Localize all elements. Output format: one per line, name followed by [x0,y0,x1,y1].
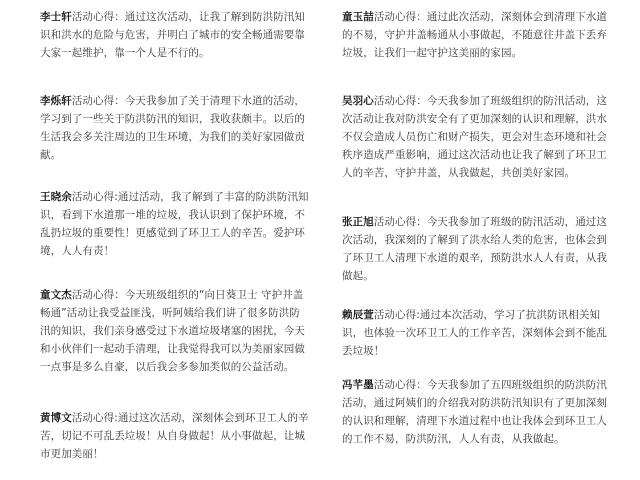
reflection-entry [40,8,310,62]
reflection-text: 活动心得:通过本次活动，学习了抗洪防讯相关知识，也体验一次环卫工人的工作辛苦，深刻体会到不能乱丢垃圾！ [342,309,607,357]
reflection-entry [40,286,310,376]
student-name: 张正旭 [342,216,374,228]
reflection-text: 活动心得：通过这次活动，让我了解到防洪防汛知识和洪水的危险与危害，并明白了城市的安全畅通需要靠大家一起维护，靠一个人是不行的。 [40,11,306,59]
reflection-text: 活动心得：今天我参加了五四班级组织的防洪防汛活动，通过阿姨们的介绍我对防洪防汛知识有了更加深刻的认识和理解，清理下水道过程中也让我体会到环卫工人的工作不易，防洪防汛，人人有责，从我做起。 [342,379,608,445]
reflection-text: 活动心得：今天我参加了班级组织的防汛活动，这次活动让我对防洪安全有了更加深刻的认识和理解，洪水不仅会造成人员伤亡和财产损失，更会对生态环境和社会秩序造成严重影响，通过这次活动也让我了解到了环卫工人的辛苦，守护井盖，从我做起，共创美好家园。 [342,95,608,179]
reflection-entry [342,306,612,360]
student-name: 黄博文 [40,412,72,424]
reflection-entry [342,8,612,62]
reflection-entry [342,376,612,448]
student-name: 李烁轩 [40,95,72,107]
reflection-text: 活动心得：通过此次活动，深刻体会到清理下水道的不易，守护井盖畅通从小事做起，不随意往井盖下丢弃垃圾，让我们一起守护这美丽的家园。 [342,11,608,59]
student-name: 王晓余 [40,191,72,203]
reflection-text: 活动心得:通过活动，我了解到了丰富的防洪防汛知识，看到下水道那一堆的垃圾，我认识到了保护环境，不乱扔垃圾的重要性！更感觉到了环卫工人的辛苦。爱护环境，人人有责！ [40,191,309,257]
student-name: 冯芊墨 [342,379,374,391]
student-name: 童文杰 [40,289,72,301]
reflection-text: 活动心得：今天我参加了关于清理下水道的活动，学习到了一些关于防洪防汛的知识，我收获颇丰。以后的生活我会多关注周边的卫生环境，为我们的美好家园做贡献。 [40,95,306,161]
student-name: 吴羽心 [342,95,374,107]
student-name: 赖辰萱 [342,309,374,321]
reflection-entry [40,409,310,463]
student-name: 童玉喆 [342,11,374,23]
reflection-entry [342,92,612,182]
student-name: 李士轩 [40,11,72,23]
reflection-entry [40,92,310,164]
reflection-entry [40,188,310,260]
reflection-text: 活动心得:通过这次活动，深刻体会到环卫工人的辛苦，切记不可乱丢垃圾！从自身做起！从小事做起，让城市更加美丽！ [40,412,309,460]
reflection-entry [342,213,612,285]
reflection-text: 活动心得：今天我参加了班级的防汛活动，通过这次活动，我深刻的了解到了洪水给人类的危害，也体会到了环卫工人清理下水道的艰辛，预防洪水人人有责，从我做起。 [342,216,608,282]
reflection-text: 活动心得：今天班级组织的“向日葵卫士 守护井盖畅通”活动让我受益匪浅，听阿姨给我们讲了很多防洪防汛的知识，我们亲身感受过下水道垃圾堵塞的困扰，今天和小伙伴们一起动手清理，让我觉得我可以为美丽家园做一点事是多么自豪，以后我会多参加类似的公益活动。 [40,289,305,373]
